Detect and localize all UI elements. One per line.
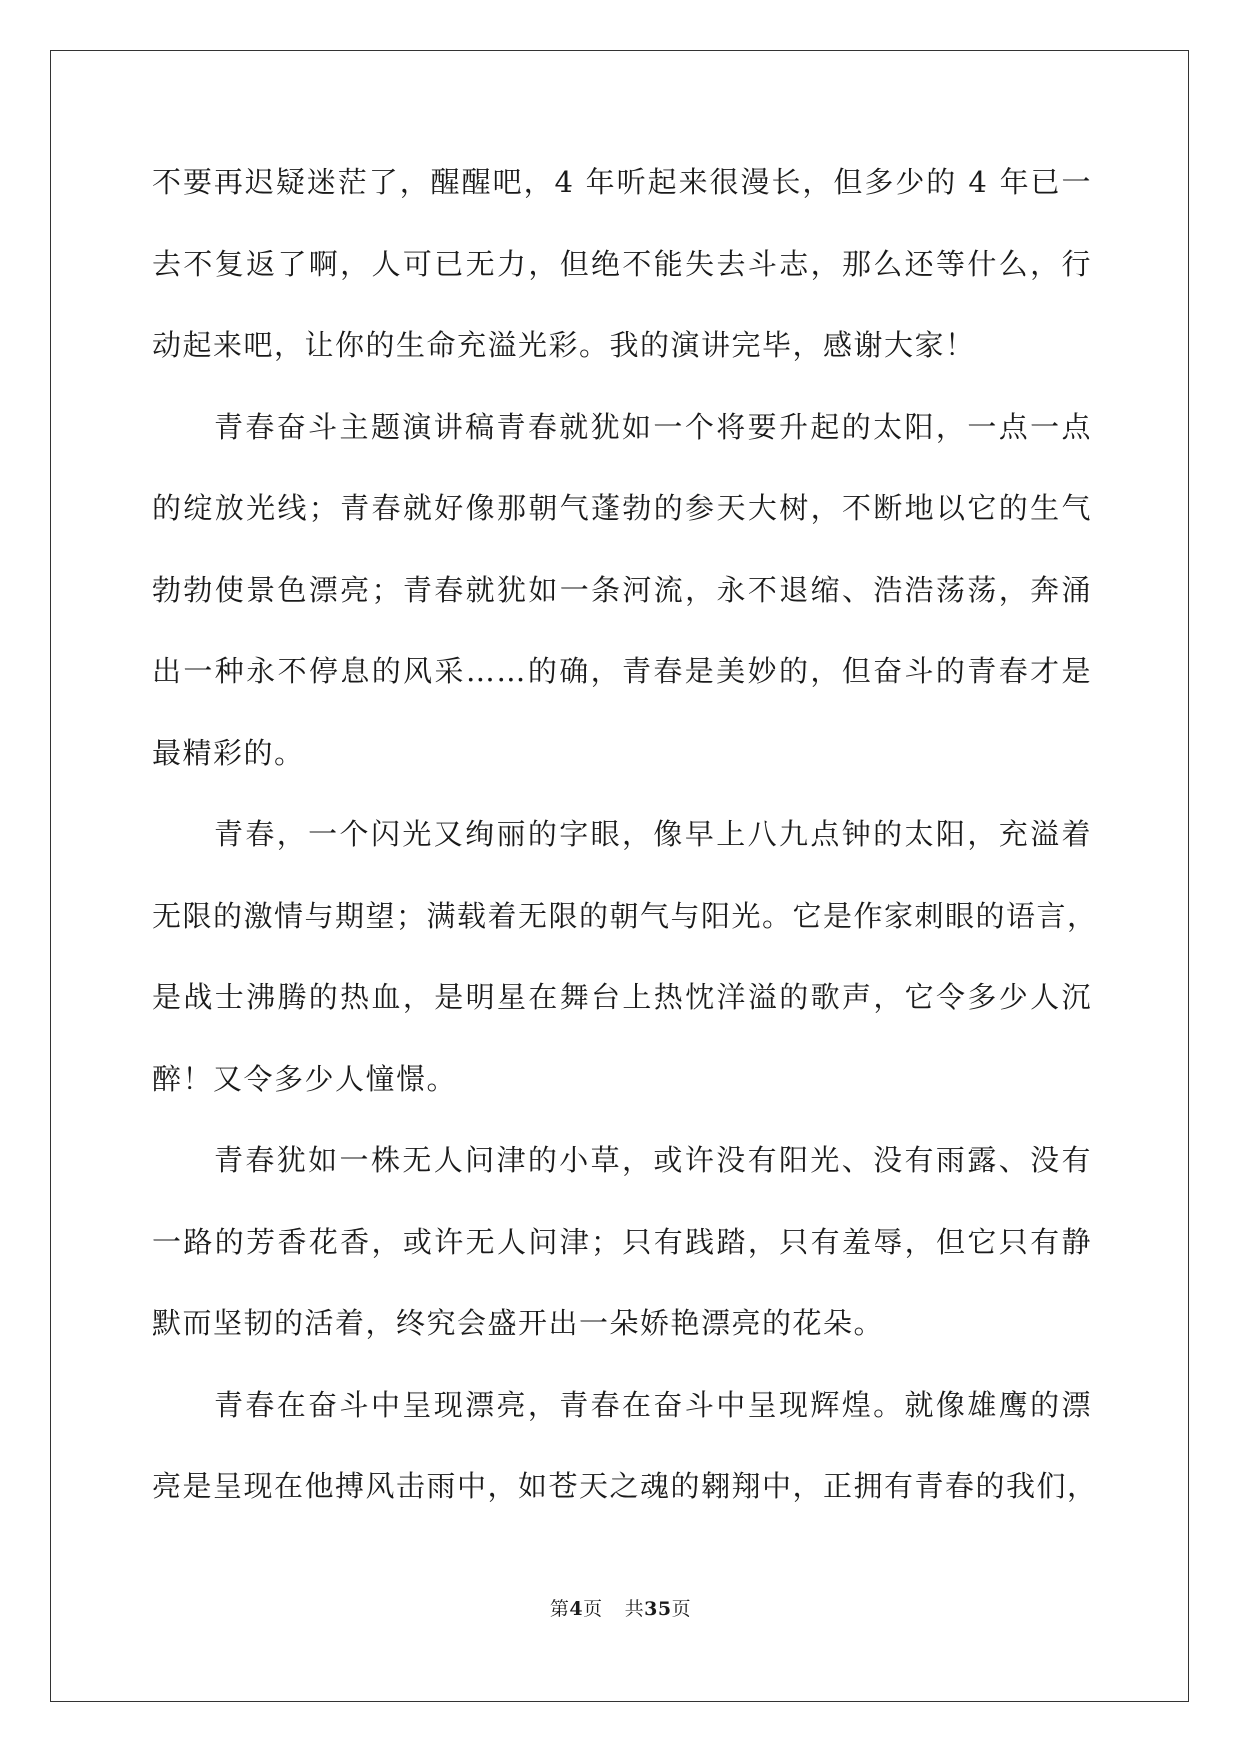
text-line: 去不复返了啊，人可已无力，但绝不能失去斗志，那么还等什么，行 [152, 246, 1092, 281]
text-line: 默而坚韧的活着，终究会盛开出一朵娇艳漂亮的花朵。 [152, 1306, 885, 1340]
paragraph [152, 400, 1092, 808]
text-line: 出一种永不停息的风采……的确，青春是美妙的，但奋斗的青春才是 [152, 654, 1092, 688]
text-line: 勃勃使景色漂亮；青春就犹如一条河流，永不退缩、浩浩荡荡，奔涌 [152, 572, 1092, 607]
footer-total-suffix: 页 [671, 1598, 692, 1620]
document-body [152, 155, 1098, 1541]
footer-total-prefix: 共 [624, 1598, 645, 1620]
text-line: 最精彩的。 [152, 735, 305, 770]
paragraph [152, 1133, 1092, 1378]
text-line: 青春奋斗主题演讲稿青春就犹如一个将要升起的太阳，一点一点 [214, 409, 1092, 444]
footer-page-suffix: 页 [583, 1598, 603, 1620]
text-line: 一路的芳香花香，或许无人问津；只有践踏，只有羞辱，但它只有静 [152, 1224, 1092, 1259]
text-line: 亮是呈现在他搏风击雨中，如苍天之魂的翱翔中，正拥有青春的我们， [152, 1469, 1098, 1503]
text-line: 青春犹如一株无人问津的小草，或许没有阳光、没有雨露、没有 [214, 1143, 1092, 1177]
paragraph [152, 155, 1092, 400]
footer-page-prefix: 第 [549, 1598, 570, 1620]
paragraph [152, 1378, 1098, 1541]
text-line: 青春在奋斗中呈现漂亮，青春在奋斗中呈现辉煌。就像雄鹰的漂 [214, 1387, 1092, 1422]
footer-total-pages: 35 [644, 1598, 672, 1620]
text-line: 动起来吧，让你的生命充溢光彩。我的演讲完毕，感谢大家！ [152, 328, 976, 362]
paragraph [152, 807, 1098, 1133]
text-line: 不要再迟疑迷茫了，醒醒吧，4 年听起来很漫长，但多少的 4 年已一 [152, 165, 1092, 199]
text-line: 无限的激情与期望；满载着无限的朝气与阳光。它是作家刺眼的语言， [152, 898, 1098, 933]
text-line: 醉！又令多少人憧憬。 [152, 1061, 458, 1096]
text-line: 青春，一个闪光又绚丽的字眼，像早上八九点钟的太阳，充溢着 [214, 817, 1092, 851]
text-line: 是战士沸腾的热血，是明星在舞台上热忱洋溢的歌声，它令多少人沉 [152, 980, 1092, 1014]
page-footer [0, 1594, 1241, 1621]
text-line: 的绽放光线；青春就好像那朝气蓬勃的参天大树，不断地以它的生气 [152, 491, 1092, 525]
footer-page-number: 4 [569, 1598, 584, 1620]
